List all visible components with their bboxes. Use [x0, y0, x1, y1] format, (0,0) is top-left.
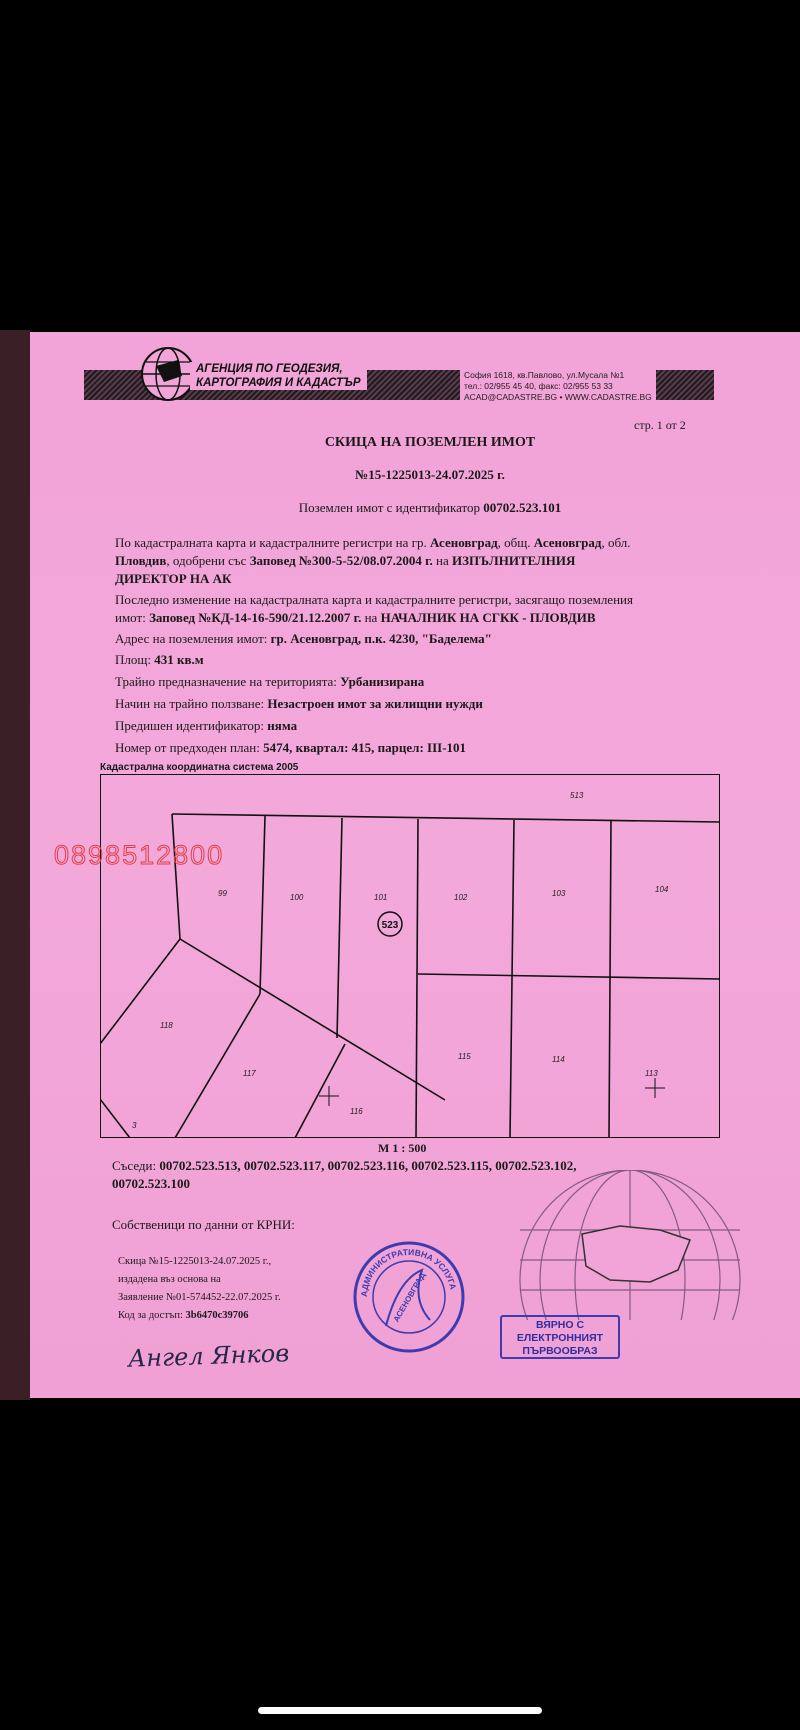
previous-id-line — [115, 718, 297, 734]
text-fragment: имот: — [115, 610, 150, 625]
survey-crosses — [319, 1078, 665, 1106]
contact-web: ACAD@CADASTRE.BG • WWW.CADASTRE.BG — [464, 392, 652, 402]
map-scale: М 1 : 500 — [378, 1141, 427, 1155]
agency-name-line1: АГЕНЦИЯ ПО ГЕОДЕЗИЯ, — [196, 363, 343, 375]
seal-ring-text: АДМИНИСТРАТИВНА УСЛУГА — [358, 1246, 459, 1298]
usage-label: Начин на трайно ползване: — [115, 696, 268, 711]
neighbors-list: 00702.523.513, 00702.523.117, 00702.523.116, 00702.523.115, 00702.523.102, — [159, 1158, 577, 1173]
parcel-label-113: 113 — [645, 1069, 658, 1078]
application-line: Заявление №01-574452-22.07.2025 г. — [118, 1292, 281, 1303]
cadastral-map — [100, 774, 720, 1138]
document-title: СКИЦА НА ПОЗЕМЛЕН ИМОТ — [324, 435, 536, 450]
neighbors-label: Съседи: — [112, 1158, 160, 1173]
text-fragment: , одобрени със — [166, 553, 250, 568]
parcel-label-117: 117 — [243, 1069, 256, 1078]
region-name: Пловдив — [115, 553, 167, 568]
parcel-boundary — [175, 994, 260, 1138]
parcel-boundary — [510, 820, 514, 1138]
last-change-line: Последно изменение на кадастралната карта и кадастралните регистри, засягащо поземления — [115, 592, 633, 607]
usage-value: Незастроен имот за жилищни нужди — [267, 696, 483, 711]
access-code-value: 3b6470c39706 — [185, 1310, 249, 1321]
last-change-order-line — [115, 610, 596, 626]
parcel-label-104: 104 — [655, 885, 669, 894]
previous-plan-label: Номер от предходен план: — [115, 740, 264, 755]
photo-background-edge — [0, 330, 30, 1400]
parcel-boundary — [100, 1099, 130, 1138]
previous-plan-line — [115, 740, 466, 756]
round-seal-stamp — [352, 1240, 466, 1354]
parcel-boundary — [260, 816, 265, 994]
parcel-label-114: 114 — [552, 1055, 565, 1064]
identifier-line — [200, 500, 660, 516]
city-name: Асеновград — [429, 535, 498, 550]
agency-name-line2: КАРТОГРАФИЯ И КАДАСТЪР — [196, 377, 361, 389]
area-line — [115, 652, 204, 668]
previous-id-value: няма — [267, 718, 298, 733]
parcel-boundary — [172, 814, 720, 822]
change-order: Заповед №КД-14-16-590/21.12.2007 г. — [149, 610, 362, 625]
bulgaria-globe-icon — [500, 1170, 800, 1320]
certified-copy-stamp — [500, 1315, 620, 1359]
owners-label: Собственици по данни от КРНИ: — [112, 1217, 295, 1232]
identifier-value: 00702.523.101 — [483, 500, 562, 515]
parcel-boundary — [418, 974, 720, 979]
parcel-label-100: 100 — [290, 893, 304, 902]
parcel-label-3: 3 — [132, 1121, 137, 1130]
parcel-boundary — [337, 818, 342, 1038]
parcel-label-102: 102 — [454, 893, 468, 902]
area-label: Площ: — [115, 652, 155, 667]
access-code-label: Код за достъп: — [118, 1310, 186, 1321]
parcel-label-115: 115 — [458, 1052, 471, 1061]
issued-line: издадена въз основа на — [118, 1274, 221, 1285]
map-frame — [100, 774, 720, 1138]
agency-globe-logo-icon — [140, 346, 196, 402]
purpose-label: Трайно предназначение на територията: — [115, 674, 341, 689]
handwritten-signature: Ангел Янков — [127, 1339, 290, 1373]
text-fragment: на — [432, 553, 452, 568]
agency-name — [190, 362, 367, 390]
stamp-line1: ВЯРНО С — [535, 1319, 585, 1331]
access-code-line — [118, 1309, 249, 1322]
contact-address: София 1618, кв.Павлово, ул.Мусала №1 — [464, 370, 625, 380]
stamp-line3: ПЪРВООБРАЗ — [522, 1345, 598, 1357]
parcel-boundary — [295, 1044, 345, 1138]
change-authority: НАЧАЛНИК НА СГКК - ПЛОВДИВ — [380, 610, 596, 625]
authority-name: ИЗПЪЛНИТЕЛНИЯ — [452, 553, 576, 568]
cadastre-line-3: ДИРЕКТОР НА АК — [115, 571, 232, 586]
cadastre-line-1 — [115, 535, 630, 551]
sketch-line: Скица №15-1225013-24.07.2025 г., — [118, 1256, 272, 1267]
parcel-label-101: 101 — [374, 893, 388, 902]
address-label: Адрес на поземления имот: — [115, 631, 271, 646]
parcel-label-116: 116 — [350, 1107, 363, 1116]
text-fragment: , обл. — [601, 535, 631, 550]
neighbors-line-2: 00702.523.100 — [112, 1176, 190, 1191]
previous-id-label: Предишен идентификатор: — [115, 718, 268, 733]
parcel-boundary — [609, 821, 611, 1138]
coordinate-system-label: Кадастрална координатна система 2005 — [100, 762, 299, 773]
text-fragment: на — [361, 610, 381, 625]
order-reference: Заповед №300-5-52/08.07.2004 г. — [249, 553, 433, 568]
parcel-boundary — [180, 939, 445, 1100]
contact-phone: тел.: 02/955 45 40, факс: 02/955 53 33 — [464, 381, 613, 391]
main-parcel-number: 523 — [381, 920, 399, 931]
document-number: №15-1225013-24.07.2025 г. — [355, 467, 505, 482]
identifier-label: Поземлен имот с идентификатор — [298, 500, 481, 515]
area-value: 431 кв.м — [154, 652, 204, 667]
purpose-line — [115, 674, 424, 690]
previous-plan-value: 5474, квартал: 415, парцел: III-101 — [263, 740, 467, 755]
stamp-line2: ЕЛЕКТРОННИЯТ — [516, 1332, 604, 1344]
parcel-label-103: 103 — [552, 889, 566, 898]
parcel-label-99: 99 — [218, 889, 227, 898]
home-indicator-bar[interactable] — [258, 1707, 542, 1714]
parcel-label-118: 118 — [160, 1021, 173, 1030]
address-value: гр. Асеновград, п.к. 4230, "Баделема" — [270, 631, 492, 646]
municipality-name: Асеновград — [533, 535, 602, 550]
address-line — [115, 631, 492, 647]
usage-line — [115, 696, 483, 712]
page-number: стр. 1 от 2 — [634, 418, 686, 432]
text-fragment: По кадастралната карта и кадастралните регистри на гр. — [115, 535, 430, 550]
watermark-phone-number: 0898512800 — [54, 840, 225, 870]
agency-contact — [460, 370, 656, 403]
seal-city-text: АСЕНОВГРАД — [391, 1271, 428, 1324]
cadastre-line-2 — [115, 553, 575, 569]
parcel-label-513: 513 — [570, 791, 584, 800]
purpose-value: Урбанизирана — [340, 674, 425, 689]
text-fragment: , общ. — [497, 535, 534, 550]
parcel-boundary — [416, 819, 418, 1138]
